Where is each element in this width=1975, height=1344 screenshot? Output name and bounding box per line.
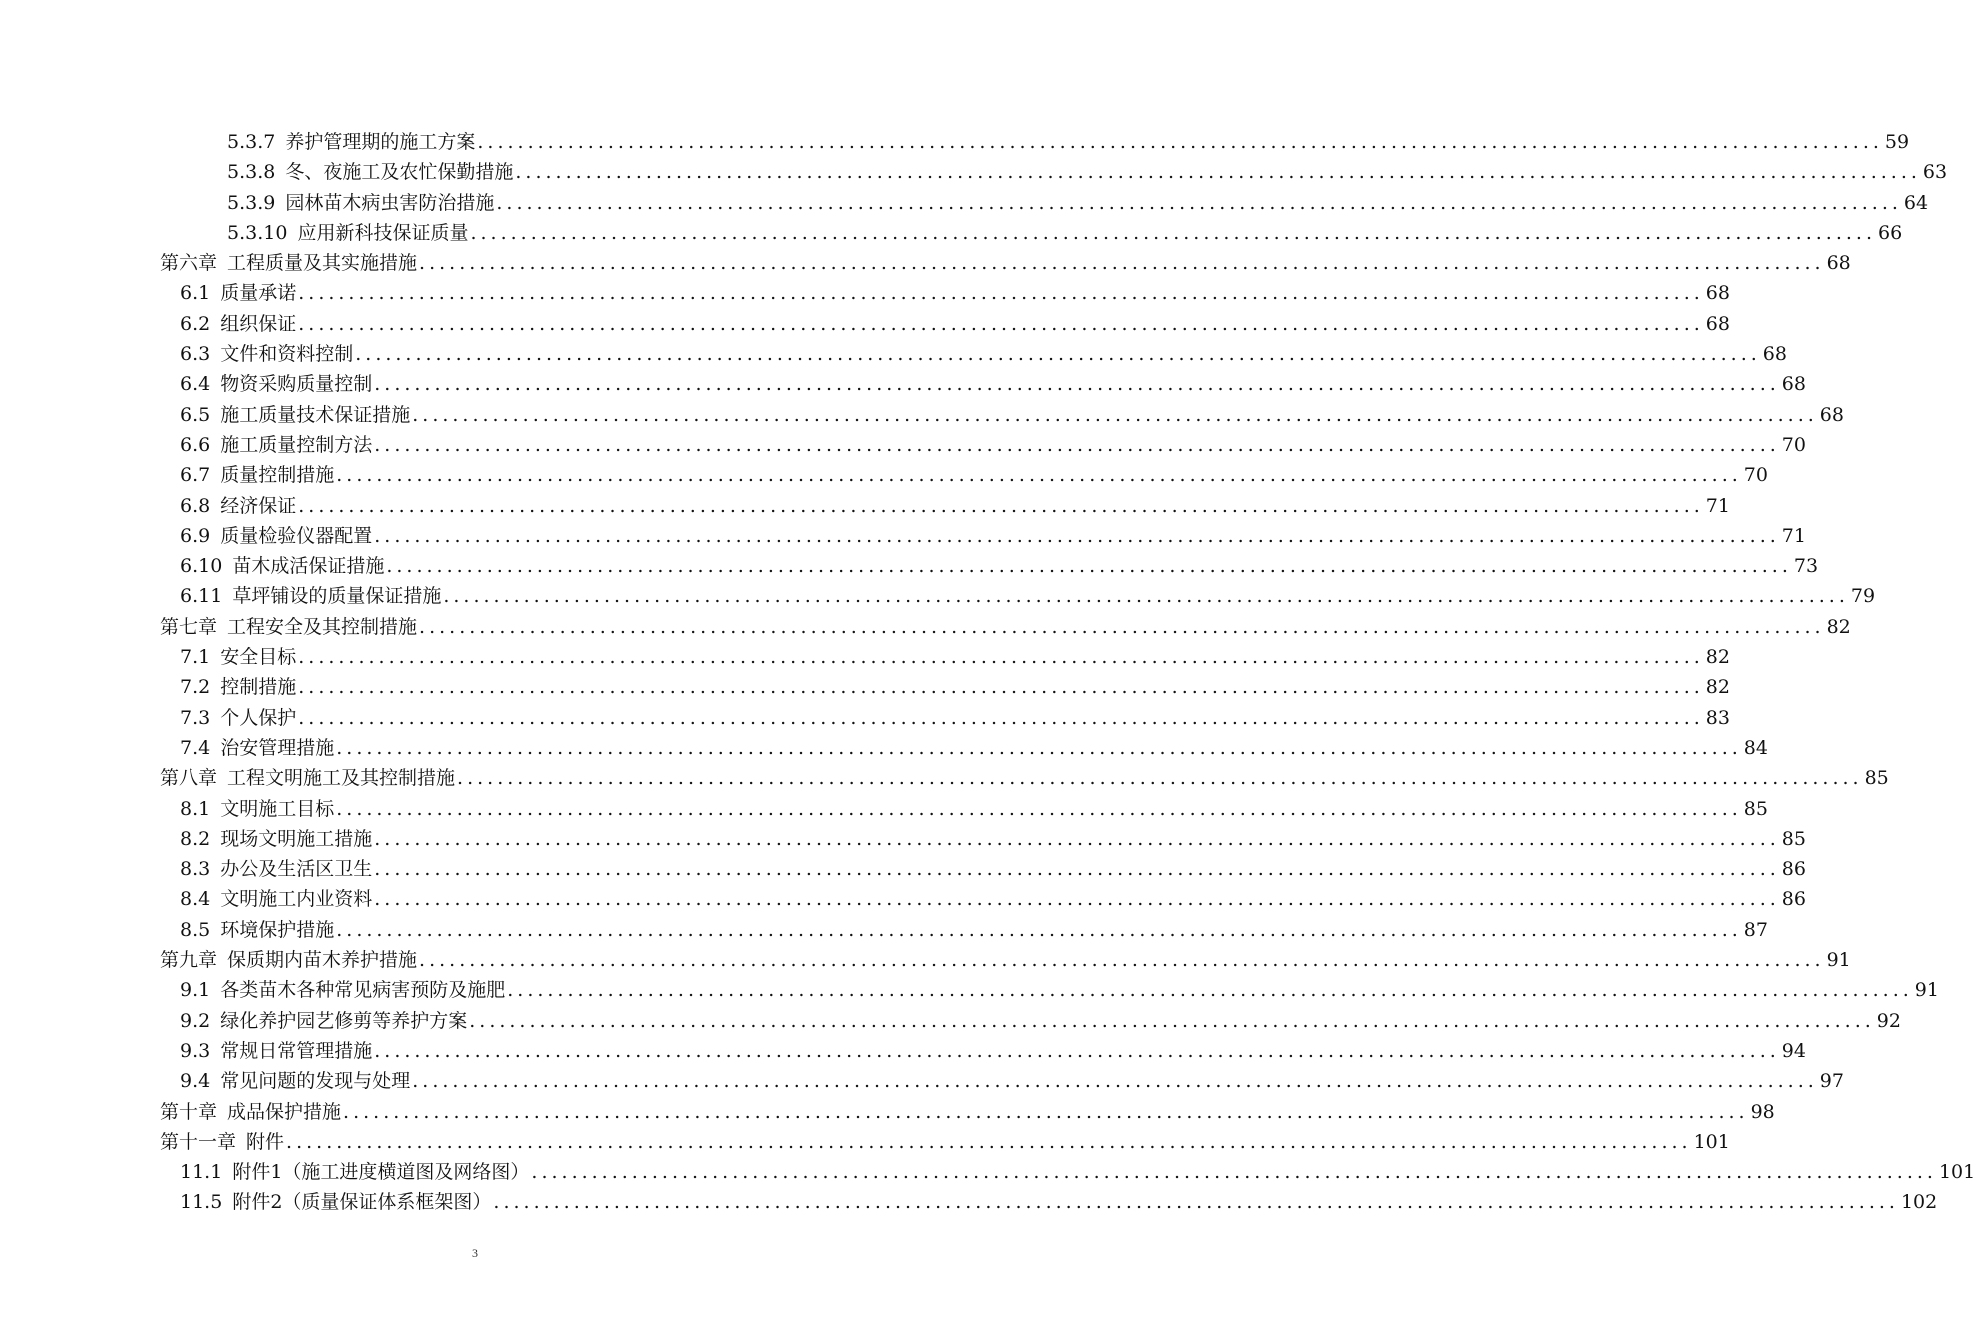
toc-entry-title: 施工质量技术保证措施 bbox=[220, 403, 411, 426]
toc-entry[interactable] bbox=[0, 1066, 1844, 1096]
toc-dot-leader: ............................................................................................................................................ bbox=[336, 464, 1742, 487]
toc-entry[interactable] bbox=[0, 400, 1844, 430]
toc-entry-page: 73 bbox=[1793, 555, 1819, 578]
toc-entry-number: 6.4 bbox=[180, 373, 211, 396]
toc-entry-title: 现场文明施工措施 bbox=[220, 827, 373, 850]
toc-entry-title: 附件1（施工进度横道图及网络图） bbox=[232, 1161, 530, 1184]
toc-entry-page: 82 bbox=[1705, 646, 1730, 669]
toc-entry-page: 101 bbox=[1938, 1161, 1975, 1184]
toc-entry-title: 保质期内苗木养护措施 bbox=[227, 949, 418, 972]
toc-dot-leader: ............................................................................................................................................ bbox=[355, 343, 1761, 366]
toc-dot-leader: ............................................................................................................................................ bbox=[374, 1039, 1780, 1062]
toc-entry-page: 71 bbox=[1781, 524, 1806, 547]
toc-dot-leader: ............................................................................................................................................ bbox=[419, 252, 1825, 275]
toc-entry[interactable] bbox=[0, 188, 1929, 218]
toc-entry[interactable] bbox=[0, 854, 1806, 884]
toc-entry-number: 6.5 bbox=[180, 403, 211, 426]
toc-entry-number: 第十章 bbox=[160, 1100, 218, 1123]
toc-entry[interactable] bbox=[0, 612, 1851, 642]
toc-entry-page: 70 bbox=[1743, 464, 1768, 487]
toc-entry[interactable] bbox=[0, 915, 1768, 945]
toc-entry-page: 68 bbox=[1705, 312, 1730, 335]
toc-entry-number: 6.9 bbox=[180, 524, 211, 547]
toc-entry-title: 治安管理措施 bbox=[220, 736, 335, 759]
toc-dot-leader: ............................................................................................................................................ bbox=[419, 949, 1825, 972]
toc-entry-number: 5.3.10 bbox=[227, 221, 288, 244]
toc-entry-title: 常见问题的发现与处理 bbox=[220, 1070, 411, 1093]
toc-entry-title: 文明施工目标 bbox=[220, 797, 335, 820]
toc-entry-title: 苗木成活保证措施 bbox=[232, 555, 385, 578]
toc-entry-page: 83 bbox=[1705, 706, 1730, 729]
toc-dot-leader: ............................................................................................................................................ bbox=[374, 858, 1780, 881]
toc-entry-title: 施工质量控制方法 bbox=[220, 433, 373, 456]
toc-entry[interactable] bbox=[0, 642, 1730, 672]
toc-dot-leader: ............................................................................................................................................ bbox=[374, 827, 1780, 850]
toc-entry[interactable] bbox=[0, 369, 1806, 399]
toc-entry[interactable] bbox=[0, 1127, 1730, 1157]
toc-entry[interactable] bbox=[0, 824, 1806, 854]
toc-entry-title: 附件 bbox=[246, 1130, 285, 1153]
toc-entry[interactable] bbox=[0, 218, 1903, 248]
toc-dot-leader: ............................................................................................................................................ bbox=[493, 1191, 1899, 1214]
toc-entry[interactable] bbox=[0, 1157, 1975, 1187]
toc-entry-page: 94 bbox=[1781, 1039, 1806, 1062]
page-number: 3 bbox=[472, 1246, 478, 1260]
toc-dot-leader: ............................................................................................................................................ bbox=[298, 312, 1704, 335]
toc-entry-number: 9.4 bbox=[180, 1070, 211, 1093]
toc-entry-page: 68 bbox=[1705, 282, 1730, 305]
toc-dot-leader: ............................................................................................................................................ bbox=[374, 373, 1780, 396]
toc-entry-number: 11.5 bbox=[180, 1191, 223, 1214]
toc-entry[interactable] bbox=[0, 157, 1948, 187]
toc-entry-page: 68 bbox=[1781, 373, 1806, 396]
toc-entry[interactable] bbox=[0, 703, 1730, 733]
toc-dot-leader: ............................................................................................................................................ bbox=[412, 1070, 1818, 1093]
toc-entry-number: 6.2 bbox=[180, 312, 211, 335]
toc-entry-page: 71 bbox=[1705, 494, 1730, 517]
toc-entry-page: 86 bbox=[1781, 888, 1806, 911]
toc-entry-title: 质量承诺 bbox=[220, 282, 297, 305]
toc-dot-leader: ............................................................................................................................................ bbox=[286, 1130, 1692, 1153]
toc-entry-title: 办公及生活区卫生 bbox=[220, 858, 373, 881]
toc-entry-page: 85 bbox=[1743, 797, 1768, 820]
toc-entry-page: 92 bbox=[1876, 1009, 1901, 1032]
toc-entry-title: 质量检验仪器配置 bbox=[220, 524, 373, 547]
toc-dot-leader: ............................................................................................................................................ bbox=[336, 797, 1742, 820]
toc-entry-title: 冬、夜施工及农忙保勤措施 bbox=[285, 161, 514, 184]
toc-entry-page: 66 bbox=[1878, 221, 1903, 244]
toc-entry-number: 11.1 bbox=[180, 1161, 223, 1184]
toc-entry-title: 各类苗木各种常见病害预防及施肥 bbox=[220, 979, 506, 1002]
toc-entry-number: 9.2 bbox=[180, 1009, 211, 1032]
toc-entry-title: 工程安全及其控制措施 bbox=[227, 615, 418, 638]
toc-entry-number: 7.1 bbox=[180, 646, 211, 669]
toc-entry-number: 6.6 bbox=[180, 433, 211, 456]
toc-entry-page: 85 bbox=[1781, 827, 1806, 850]
toc-entry-number: 6.10 bbox=[180, 555, 223, 578]
toc-entry-number: 9.3 bbox=[180, 1039, 211, 1062]
toc-entry-title: 附件2（质量保证体系框架图） bbox=[232, 1191, 492, 1214]
toc-entry-number: 8.3 bbox=[180, 858, 211, 881]
toc-entry[interactable] bbox=[0, 763, 1889, 793]
toc-entry-page: 68 bbox=[1826, 252, 1851, 275]
toc-dot-leader: ............................................................................................................................................ bbox=[419, 615, 1825, 638]
toc-entry-title: 经济保证 bbox=[220, 494, 297, 517]
toc-entry-page: 64 bbox=[1903, 191, 1929, 214]
toc-dot-leader: ............................................................................................................................................ bbox=[386, 555, 1792, 578]
toc-dot-leader: ............................................................................................................................................ bbox=[298, 494, 1704, 517]
toc-entry-title: 常规日常管理措施 bbox=[220, 1039, 373, 1062]
toc-entry-title: 园林苗木病虫害防治措施 bbox=[285, 191, 495, 214]
toc-dot-leader: ............................................................................................................................................ bbox=[343, 1100, 1749, 1123]
toc-entry[interactable] bbox=[0, 1006, 1901, 1036]
toc-entry-page: 101 bbox=[1693, 1130, 1730, 1153]
toc-entry-title: 安全目标 bbox=[220, 646, 297, 669]
toc-entry[interactable] bbox=[0, 551, 1819, 581]
toc-entry-number: 6.3 bbox=[180, 343, 211, 366]
toc-entry-number: 第九章 bbox=[160, 949, 218, 972]
toc-entry[interactable] bbox=[0, 884, 1806, 914]
toc-entry-number: 第七章 bbox=[160, 615, 218, 638]
toc-entry[interactable] bbox=[0, 491, 1730, 521]
toc-dot-leader: ............................................................................................................................................ bbox=[298, 676, 1704, 699]
toc-entry-number: 8.1 bbox=[180, 797, 211, 820]
toc-dot-leader: ............................................................................................................................................ bbox=[469, 1009, 1875, 1032]
toc-entry-number: 5.3.8 bbox=[227, 161, 276, 184]
toc-entry[interactable] bbox=[0, 127, 1910, 157]
toc-entry-title: 物资采购质量控制 bbox=[220, 373, 373, 396]
toc-entry-number: 6.11 bbox=[180, 585, 223, 608]
toc-entry[interactable] bbox=[0, 975, 1939, 1005]
toc-entry-page: 82 bbox=[1705, 676, 1730, 699]
toc-entry-title: 组织保证 bbox=[220, 312, 297, 335]
toc-entry-title: 个人保护 bbox=[220, 706, 297, 729]
toc-dot-leader: ............................................................................................................................................ bbox=[336, 918, 1742, 941]
toc-dot-leader: ............................................................................................................................................ bbox=[298, 282, 1704, 305]
toc-entry-number: 第六章 bbox=[160, 252, 218, 275]
toc-entry[interactable] bbox=[0, 460, 1768, 490]
toc-dot-leader: ............................................................................................................................................ bbox=[298, 646, 1704, 669]
toc-entry-number: 8.4 bbox=[180, 888, 211, 911]
toc-entry-page: 91 bbox=[1914, 979, 1939, 1002]
toc-dot-leader: ............................................................................................................................................ bbox=[477, 131, 1883, 153]
toc-entry-page: 68 bbox=[1819, 403, 1844, 426]
toc-entry[interactable] bbox=[0, 248, 1851, 278]
toc-entry-number: 5.3.9 bbox=[227, 191, 276, 214]
toc-entry-page: 82 bbox=[1826, 615, 1851, 638]
toc-entry-title: 质量控制措施 bbox=[220, 464, 335, 487]
toc-entry[interactable] bbox=[0, 1097, 1775, 1127]
toc-entry-title: 成品保护措施 bbox=[227, 1100, 342, 1123]
toc-entry-number: 6.8 bbox=[180, 494, 211, 517]
toc-entry-page: 68 bbox=[1762, 343, 1787, 366]
toc-entry-page: 102 bbox=[1900, 1191, 1938, 1214]
toc-dot-leader: ............................................................................................................................................ bbox=[457, 767, 1863, 790]
toc-entry-page: 87 bbox=[1743, 918, 1768, 941]
toc-entry-page: 86 bbox=[1781, 858, 1806, 881]
toc-entry[interactable] bbox=[0, 581, 1876, 611]
toc-entry-number: 6.1 bbox=[180, 282, 211, 305]
toc-entry[interactable] bbox=[0, 430, 1806, 460]
toc-dot-leader: ............................................................................................................................................ bbox=[507, 979, 1913, 1002]
toc-entry-number: 8.5 bbox=[180, 918, 211, 941]
toc-entry-title: 环境保护措施 bbox=[220, 918, 335, 941]
toc-entry[interactable] bbox=[0, 945, 1851, 975]
toc-entry-title: 工程质量及其实施措施 bbox=[227, 252, 418, 275]
toc-dot-leader: ............................................................................................................................................ bbox=[374, 433, 1780, 456]
toc-entry-title: 绿化养护园艺修剪等养护方案 bbox=[220, 1009, 468, 1032]
toc-dot-leader: ............................................................................................................................................ bbox=[374, 888, 1780, 911]
toc-dot-leader: ............................................................................................................................................ bbox=[531, 1161, 1937, 1184]
toc-entry-number: 第十一章 bbox=[160, 1130, 237, 1153]
toc-entry[interactable] bbox=[0, 309, 1730, 339]
toc-entry-title: 工程文明施工及其控制措施 bbox=[227, 767, 456, 790]
toc-entry-title: 应用新科技保证质量 bbox=[297, 221, 469, 244]
toc-dot-leader: ............................................................................................................................................ bbox=[470, 221, 1876, 244]
toc-dot-leader: ............................................................................................................................................ bbox=[412, 403, 1818, 426]
toc-entry-number: 8.2 bbox=[180, 827, 211, 850]
toc-entry-title: 控制措施 bbox=[220, 676, 297, 699]
toc-entry-number: 6.7 bbox=[180, 464, 211, 487]
toc-entry[interactable] bbox=[0, 521, 1806, 551]
toc-entry-page: 97 bbox=[1819, 1070, 1844, 1093]
toc-entry-page: 98 bbox=[1750, 1100, 1775, 1123]
toc-entry-page: 63 bbox=[1922, 161, 1948, 184]
toc-entry-title: 养护管理期的施工方案 bbox=[285, 131, 476, 153]
toc-entry[interactable] bbox=[0, 339, 1787, 369]
toc-entry-title: 文明施工内业资料 bbox=[220, 888, 373, 911]
toc-dot-leader: ............................................................................................................................................ bbox=[336, 736, 1742, 759]
toc-entry[interactable] bbox=[0, 278, 1730, 308]
toc-entry-page: 91 bbox=[1826, 949, 1851, 972]
toc-entry-number: 7.4 bbox=[180, 736, 211, 759]
toc-dot-leader: ............................................................................................................................................ bbox=[515, 161, 1921, 184]
toc-entry-title: 草坪铺设的质量保证措施 bbox=[232, 585, 442, 608]
toc-entry-page: 59 bbox=[1884, 131, 1910, 153]
toc-dot-leader: ............................................................................................................................................ bbox=[374, 524, 1780, 547]
toc-entry-number: 7.3 bbox=[180, 706, 211, 729]
toc-entry[interactable] bbox=[0, 1187, 1938, 1217]
toc-entry-number: 7.2 bbox=[180, 676, 211, 699]
toc-entry-page: 79 bbox=[1850, 585, 1876, 608]
toc-dot-leader: ............................................................................................................................................ bbox=[443, 585, 1849, 608]
toc-entry-number: 9.1 bbox=[180, 979, 211, 1002]
toc-entry[interactable] bbox=[0, 794, 1768, 824]
toc-entry-page: 84 bbox=[1743, 736, 1768, 759]
toc-entry[interactable] bbox=[0, 733, 1768, 763]
toc-entry-number: 第八章 bbox=[160, 767, 218, 790]
toc-entry[interactable] bbox=[0, 1036, 1806, 1066]
toc-dot-leader: ............................................................................................................................................ bbox=[496, 191, 1902, 214]
toc-entry-page: 70 bbox=[1781, 433, 1806, 456]
table-of-contents bbox=[0, 127, 1975, 1218]
toc-entry[interactable] bbox=[0, 672, 1730, 702]
toc-dot-leader: ............................................................................................................................................ bbox=[298, 706, 1704, 729]
toc-entry-page: 85 bbox=[1864, 767, 1889, 790]
toc-entry-title: 文件和资料控制 bbox=[220, 343, 354, 366]
toc-entry-number: 5.3.7 bbox=[227, 131, 276, 153]
